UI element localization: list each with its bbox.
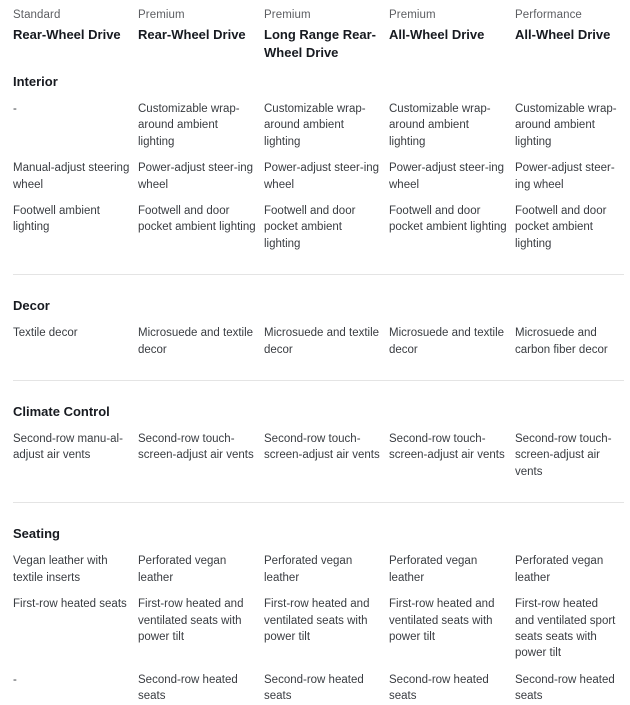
table-row [13, 101, 630, 150]
column-header-1 [138, 8, 264, 66]
column-tier: Standard [13, 9, 61, 21]
table-cell: First-row heated and ventilated seats with power tilt [389, 598, 495, 643]
table-cell: Footwell and door pocket ambient lighting [515, 205, 607, 250]
column-tier: Premium [264, 9, 311, 21]
table-row [13, 553, 630, 586]
table-cell: Customizable wrap-around ambient lighting [515, 103, 617, 148]
table-row [13, 431, 630, 480]
table-cell: Microsuede and carbon fiber decor [515, 327, 608, 356]
section-seating [13, 503, 630, 704]
table-cell: First-row heated and ventilated seats with power tilt [264, 598, 370, 643]
table-cell: Power-adjust steer-ing wheel [138, 162, 254, 191]
table-cell: Customizable wrap-around ambient lighting [138, 103, 240, 148]
section-title: Decor [13, 298, 50, 314]
table-cell: Second-row manu-al-adjust air vents [13, 433, 123, 462]
table-cell: Perforated vegan leather [264, 555, 353, 584]
table-row [13, 203, 630, 252]
section-decor [13, 275, 630, 358]
table-cell: Second-row touch-screen-adjust air vents [515, 433, 612, 478]
table-cell: Perforated vegan leather [515, 555, 604, 584]
table-cell: First-row heated seats [13, 598, 127, 611]
table-cell: Perforated vegan leather [138, 555, 227, 584]
table-cell: First-row heated and ventilated sport seats seats with power tilt [515, 598, 616, 660]
table-cell: First-row heated and ventilated seats with power tilt [138, 598, 244, 643]
section-climate-control [13, 381, 630, 480]
table-cell: Power-adjust steer-ing wheel [389, 162, 505, 191]
table-cell: Microsuede and textile decor [264, 327, 380, 356]
section-title: Interior [13, 74, 58, 89]
column-header-2 [264, 8, 389, 66]
table-row [13, 160, 630, 193]
section-title: Climate Control [13, 404, 110, 420]
column-header-3 [389, 8, 515, 66]
table-cell: Second-row touch-screen-adjust air vents [389, 433, 505, 462]
table-cell: Footwell and door pocket ambient lighting [389, 205, 507, 234]
table-cell: Customizable wrap-around ambient lighting [264, 103, 366, 148]
section-title: Seating [13, 526, 60, 542]
table-row [13, 672, 630, 705]
table-cell: Footwell and door pocket ambient lighting [264, 205, 356, 250]
table-cell: Vegan leather with textile inserts [13, 555, 108, 584]
table-cell: Second-row touch-screen-adjust air vents [138, 433, 254, 462]
column-drive: All-Wheel Drive [515, 27, 611, 42]
table-cell: Textile decor [13, 327, 78, 340]
table-cell: - [13, 673, 17, 686]
table-cell: Footwell and door pocket ambient lighting [138, 205, 256, 234]
table-cell: Footwell ambient lighting [13, 205, 100, 234]
table-cell: Power-adjust steer-ing wheel [515, 162, 615, 191]
table-cell: Power-adjust steer-ing wheel [264, 162, 380, 191]
table-cell: Second-row heated seats [389, 673, 489, 703]
table-cell: Second-row touch-screen-adjust air vents [264, 433, 380, 462]
table-cell: - [13, 103, 17, 115]
table-cell: Manual-adjust steering wheel [13, 162, 130, 191]
column-header-4 [515, 8, 627, 66]
table-row [13, 325, 630, 358]
column-drive: Rear-Wheel Drive [138, 27, 246, 42]
table-cell: Second-row heated seats [138, 673, 238, 703]
table-cell: Second-row heated seats [264, 673, 364, 703]
table-row [13, 596, 630, 662]
table-cell: Microsuede and textile decor [389, 327, 505, 356]
column-drive: All-Wheel Drive [389, 27, 485, 42]
table-cell: Customizable wrap-around ambient lighting [389, 103, 491, 148]
table-cell: Microsuede and textile decor [138, 327, 254, 356]
column-tier: Premium [138, 9, 185, 21]
column-tier: Performance [515, 9, 582, 21]
column-drive: Long Range Rear-Wheel Drive [264, 27, 376, 60]
column-tier: Premium [389, 9, 436, 21]
column-drive: Rear-Wheel Drive [13, 27, 121, 42]
table-cell: Perforated vegan leather [389, 555, 478, 584]
comparison-header [13, 0, 630, 66]
section-interior [13, 66, 630, 252]
table-cell: Second-row heated seats [515, 673, 615, 703]
column-header-0 [13, 8, 138, 66]
